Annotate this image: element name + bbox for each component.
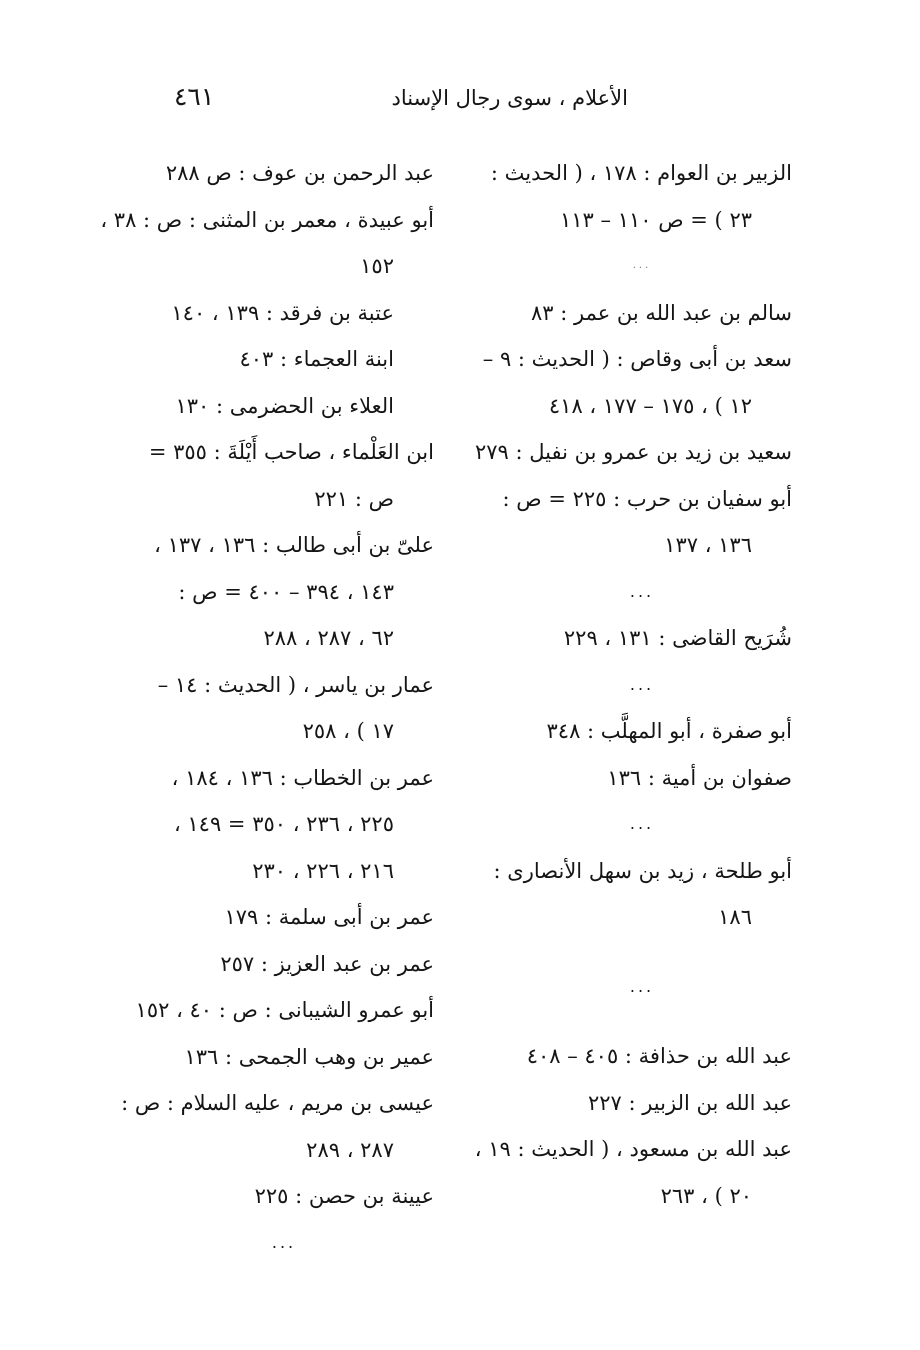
index-column-left <box>100 150 434 1266</box>
index-entry: سعيد بن زيد بن عمرو بن نفيل : ٢٧٩ <box>474 440 792 464</box>
index-entry: عبد الرحمن بن عوف : ص ٢٨٨ <box>165 161 434 185</box>
index-entry: سالم بن عبد الله بن عمر : ٨٣ <box>531 300 792 325</box>
index-entry: عيسى بن مريم ، عليه السلام : ص : <box>121 1091 434 1115</box>
section-separator: ... <box>632 260 652 271</box>
index-entry: أبو طلحة ، زيد بن سهل الأنصارى : <box>493 858 792 883</box>
section-separator: ... <box>271 1232 297 1252</box>
index-entry: أبو عمرو الشيبانى : ص : ٤٠ ، ١٥٢ <box>135 998 434 1022</box>
index-entry: ابنة العجماء : ٤٠٣ <box>239 347 394 371</box>
index-entry-continuation: ٢٣ ) = ص ١١٠ – ١١٣ <box>560 207 752 232</box>
index-entry: شُرَيح القاضى : ١٣١ ، ٢٢٩ <box>563 626 792 650</box>
index-entry: عمر بن الخطاب : ١٣٦ ، ١٨٤ ، <box>171 765 434 790</box>
index-entry-continuation: ٢١٦ ، ٢٢٦ ، ٢٣٠ <box>252 858 394 883</box>
index-entry-continuation: ٦٢ ، ٢٨٧ ، ٢٨٨ <box>263 626 394 650</box>
index-entry-continuation: ٢٨٧ ، ٢٨٩ <box>306 1137 394 1162</box>
index-entry: عتبة بن فرقد : ١٣٩ ، ١٤٠ <box>171 300 394 325</box>
index-entry-continuation: ٢٠ ) ، ٢٦٣ <box>660 1183 752 1208</box>
index-entry: عبد الله بن مسعود ، ( الحديث : ١٩ ، <box>474 1137 792 1161</box>
index-entry: أبو سفيان بن حرب : ٢٢٥ = ص : <box>502 486 792 511</box>
index-entry-continuation: ١٤٣ ، ٣٩٤ – ٤٠٠ = ص : <box>178 579 394 604</box>
index-entry-continuation: ١٥٢ <box>360 254 394 278</box>
index-entry: أبو صفرة ، أبو المهلَّب : ٣٤٨ <box>546 719 792 743</box>
index-entry: عمر بن عبد العزيز : ٢٥٧ <box>220 951 434 976</box>
index-column-right <box>474 150 792 1219</box>
index-entry: عيينة بن حصن : ٢٢٥ <box>254 1184 434 1208</box>
index-entry-continuation: ٢٢٥ ، ٢٣٦ ، ٣٥٠ = ١٤٩ ، <box>173 812 394 836</box>
index-entry: الزبير بن العوام : ١٧٨ ، ( الحديث : <box>490 161 792 185</box>
section-separator: ... <box>629 814 655 833</box>
index-entry: أبو عبيدة ، معمر بن المثنى : ص : ٣٨ ، <box>100 207 434 232</box>
index-entry-continuation: ١٨٦ <box>718 905 752 929</box>
section-separator: ... <box>629 674 655 694</box>
index-entry-continuation: ص : ٢٢١ <box>314 486 394 511</box>
index-entry: عبد الله بن الزبير : ٢٢٧ <box>587 1090 792 1115</box>
section-separator: ... <box>629 581 655 601</box>
index-entry: عمار بن ياسر ، ( الحديث : ١٤ – <box>157 672 434 697</box>
index-entry: عمر بن أبى سلمة : ١٧٩ <box>224 905 434 929</box>
index-entry: ابن العَلْماء ، صاحب أَيْلَةَ : ٣٥٥ = <box>148 440 434 464</box>
index-entry: سعد بن أبى وقاص : ( الحديث : ٩ – <box>482 347 792 371</box>
index-entry-continuation: ١٧ ) ، ٢٥٨ <box>302 719 394 743</box>
index-entry-continuation: ١٣٦ ، ١٣٧ <box>664 533 752 557</box>
index-entry-continuation: ١٢ ) ، ١٧٥ – ١٧٧ ، ٤١٨ <box>548 393 752 418</box>
index-entry: صفوان بن أمية : ١٣٦ <box>607 765 792 790</box>
index-entry: عمير بن وهب الجمحى : ١٣٦ <box>184 1044 434 1069</box>
running-header-title: الأعلام ، سوى رجال الإسناد <box>391 86 628 110</box>
index-entry: علىّ بن أبى طالب : ١٣٦ ، ١٣٧ ، <box>154 533 434 557</box>
index-entry: العلاء بن الحضرمى : ١٣٠ <box>175 393 394 418</box>
page-number: ٤٦١ <box>174 82 215 111</box>
section-separator: ... <box>629 976 655 996</box>
index-entry: عبد الله بن حذافة : ٤٠٥ – ٤٠٨ <box>526 1044 792 1068</box>
